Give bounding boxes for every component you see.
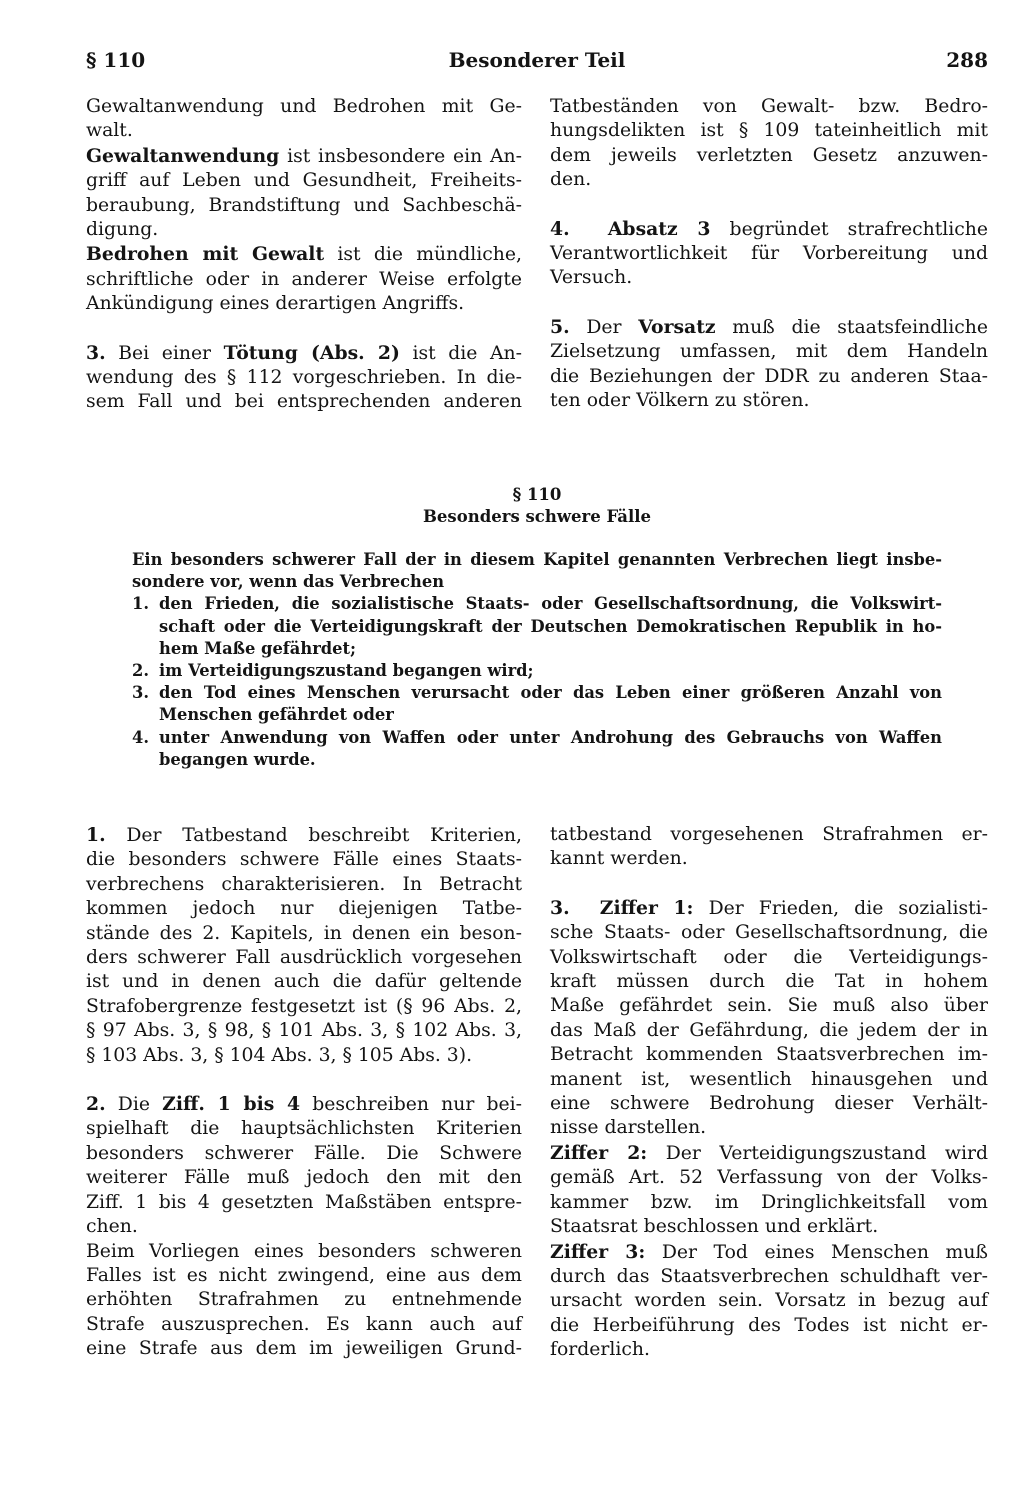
paragraph: Beim Vorliegen eines besonders schweren Falles ist es nicht zwingend, eine aus dem erhöhten Strafrahmen zu entnehmende Strafe auszusprechen. Es kann auch auf eine Strafe aus dem im jeweiligen Grund-	[86, 1240, 522, 1360]
header-part-title: Besonderer Teil	[448, 48, 626, 72]
section-title: Besonders schwere Fälle	[422, 507, 651, 526]
header-section-number: § 110	[86, 48, 146, 72]
paragraph: Gewaltanwendung und Bedrohen mit Ge- walt.	[86, 96, 522, 142]
paragraph: 2. Die Ziff. 1 bis 4 beschreiben nur bei- spielhaft die hauptsächlichsten Kriterien besonders schwerer Fälle. Die Schwere weiterer Fälle muß jedoch den mit den Ziff. 1 bis 4 gesetzten Maßstäben entspre- chen.	[86, 1093, 522, 1238]
paragraph: Ziffer 3: Der Tod eines Menschen muß durch das Staatsverbrechen schuldhaft ver- ursacht worden sein. Vorsatz in bezug auf die Herbeiführung des Todes ist nicht er- forderlich.	[550, 1240, 988, 1361]
paragraph: 4. Absatz 3 begründet strafrechtliche Verantwortlichkeit für Vorbereitung und Versuch.	[550, 217, 988, 289]
section-number: § 110	[512, 485, 562, 504]
commentary-top-left	[86, 95, 522, 415]
paragraph: tatbestand vorgesehenen Strafrahmen er- kannt werden.	[550, 824, 988, 870]
paragraph: Ziffer 2: Der Verteidigungszustand wird gemäß Art. 52 Verfassung von der Volks- kammer bzw. im Dringlichkeitsfall vom Staatsrat beschlossen und erklärt.	[550, 1141, 988, 1238]
commentary-top-right	[550, 95, 988, 413]
paragraph: 5. Der Vorsatz muß die staatsfeindliche Zielsetzung umfassen, mit dem Handeln die Beziehungen der DDR zu anderen Staa- ten oder Völkern zu stören.	[550, 315, 988, 412]
running-header	[86, 44, 988, 78]
paragraph: 3. Ziffer 1: Der Frieden, die sozialisti- sche Staats- oder Gesellschaftsordnung, die Volkswirtschaft oder die Verteidigungs- kraft müssen durch die Tat in hohem Maße gefährdet sein. Sie muß also über das Maß der Gefährdung, die jedem der in Betracht kommenden Staatsverbrechen im- manent ist, wesentlich hinausgehen und eine schwere Bedrohung dieser Verhält- nisse darstellen.	[550, 896, 988, 1139]
page-number: 288	[946, 48, 988, 72]
paragraph: Gewaltanwendung ist insbesondere ein An- griff auf Leben und Gesundheit, Freiheits- beraubung, Brandstiftung und Sachbeschä- digung.	[86, 144, 522, 241]
paragraph: Bedrohen mit Gewalt ist die mündliche, schriftliche oder in anderer Weise erfolgte Ankündigung eines derartigen Angriffs.	[86, 243, 522, 315]
statute-intro: Ein besonders schwerer Fall der in diesem Kapitel genannten Verbrechen liegt insbe- sondere vor, wenn das Verbrechen	[132, 550, 942, 592]
paragraph: 3. Bei einer Tötung (Abs. 2) ist die An- wendung des § 112 vorgeschrieben. In die- sem Fall und bei entsprechenden anderen	[86, 341, 522, 413]
paragraph: 1. Der Tatbestand beschreibt Kriterien, die besonders schwere Fälle eines Staats- verbrechens charakterisieren. In Betracht kommen jedoch nur diejenigen Tatbe- stände des 2. Kapitels, in denen ein beson- ders schwerer Fall ausdrücklich vorgesehen ist und in denen auch die dafür geltende Strafobergrenze festgesetzt ist (§ 96 Abs. 2, § 97 Abs. 3, § 98, § 101 Abs. 3, § 102 Abs. 3, § 103 Abs. 3, § 104 Abs. 3, § 105 Abs. 3).	[86, 824, 522, 1066]
statute-item-4: 4. unter Anwendung von Waffen oder unter Androhung des Gebrauchs von Waffen begangen wurde.	[132, 727, 942, 769]
commentary-bottom-right	[550, 823, 988, 1363]
paragraph: Tatbeständen von Gewalt- bzw. Bedro- hungsdelikten ist § 109 tateinheitlich mit dem jeweils verletzten Gesetz anzuwen- den.	[550, 96, 988, 191]
statute-item-1: 1. den Frieden, die sozialistische Staats- oder Gesellschaftsordnung, die Volkswirt- schaft oder die Verteidigungskraft der Deutschen Demokratischen Republik in ho- hem Maße gefährdet;	[132, 594, 942, 658]
statute-text	[132, 549, 942, 771]
statute-item-2: 2. im Verteidigungszustand begangen wird;	[132, 661, 534, 681]
commentary-bottom-left	[86, 823, 522, 1362]
statute-item-3: 3. den Tod eines Menschen verursacht oder das Leben einer größeren Anzahl von Menschen gefährdet oder	[132, 683, 942, 725]
